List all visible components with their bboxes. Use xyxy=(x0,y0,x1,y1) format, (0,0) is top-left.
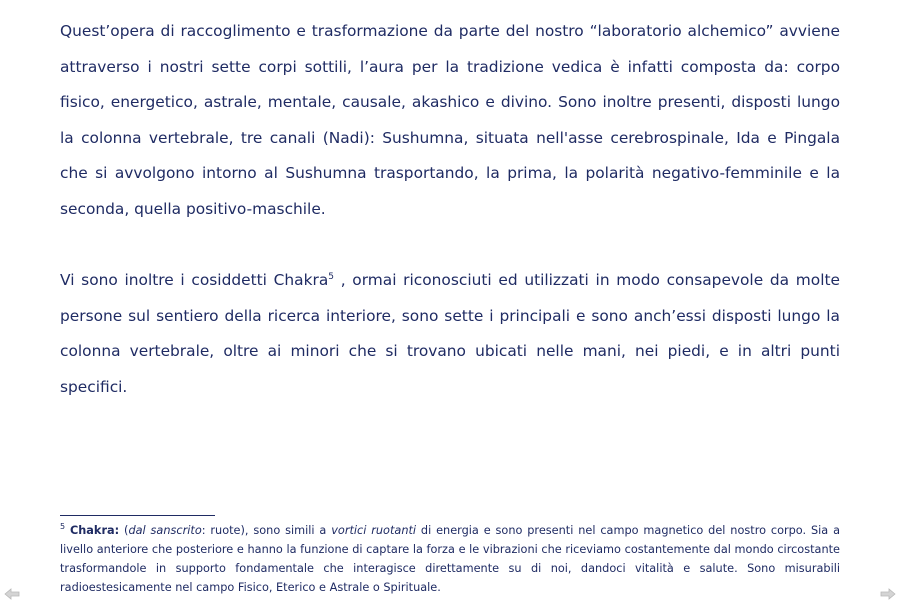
arrow-left-icon xyxy=(4,588,20,600)
footnote-separator xyxy=(60,515,215,516)
arrow-right-icon xyxy=(880,588,896,600)
footnote-open-paren: ( xyxy=(119,524,129,537)
footnote-number: 5 xyxy=(60,522,66,532)
footnote-origin: dal sanscrito xyxy=(128,524,202,537)
footnote-meaning: : ruote), sono simili a xyxy=(201,524,332,537)
previous-page-button[interactable] xyxy=(4,587,20,599)
footnote-rest: di energia e sono presenti nel campo magnetico del nostro corpo. Sia a livello anteriore che posteriore e hanno la funzione di captare la forza e le vibrazioni che riceviamo costantemente dal mondo circostante trasformandole in supporto fondamentale che interagisce direttamente su di noi, dandoci vitalità e salute. Sono misurabili radioestesicamente nel campo Fisico, Eterico e Astrale o Spirituale. xyxy=(60,524,841,594)
paragraph-1-text: Quest’opera di raccoglimento e trasformazione da parte del nostro “laboratorio alchemico” avviene attraverso i nostri sette corpi sottili, l’aura per la tradizione vedica è infatti composta da: corpo fisico, energetico, astrale, mentale, causale, akashico e divino. Sono inoltre presenti, disposti lungo la colonna vertebrale, tre canali (Nadi): Sushumna, situata nell'asse cerebrospinale, Ida e Pingala che si avvolgono intorno al Sushumna trasportando, la prima, la polarità negativo-femminile e la seconda, quella positivo-maschile. xyxy=(60,22,840,218)
body-text xyxy=(60,14,840,406)
footnote-emphasis: vortici ruotanti xyxy=(331,524,417,537)
paragraph-2-text-end: , ormai riconosciuti ed utilizzati in modo consapevole da molte persone sul sentiero della ricerca interiore, sono sette i principali e sono anch’essi disposti lungo la colonna vertebrale, oltre ai minori che si trovano ubicati nelle mani, nei piedi, e in altri punti specifici. xyxy=(60,271,840,396)
footnote xyxy=(60,521,840,597)
next-page-button[interactable] xyxy=(880,587,896,599)
footnote-reference[interactable]: 5 xyxy=(328,272,334,283)
paragraph-1 xyxy=(60,14,840,228)
paragraph-2-text-start: Vi sono inoltre i cosiddetti Chakra xyxy=(60,271,329,290)
footnote-term: Chakra: xyxy=(69,524,120,537)
paragraph-2 xyxy=(60,263,840,405)
